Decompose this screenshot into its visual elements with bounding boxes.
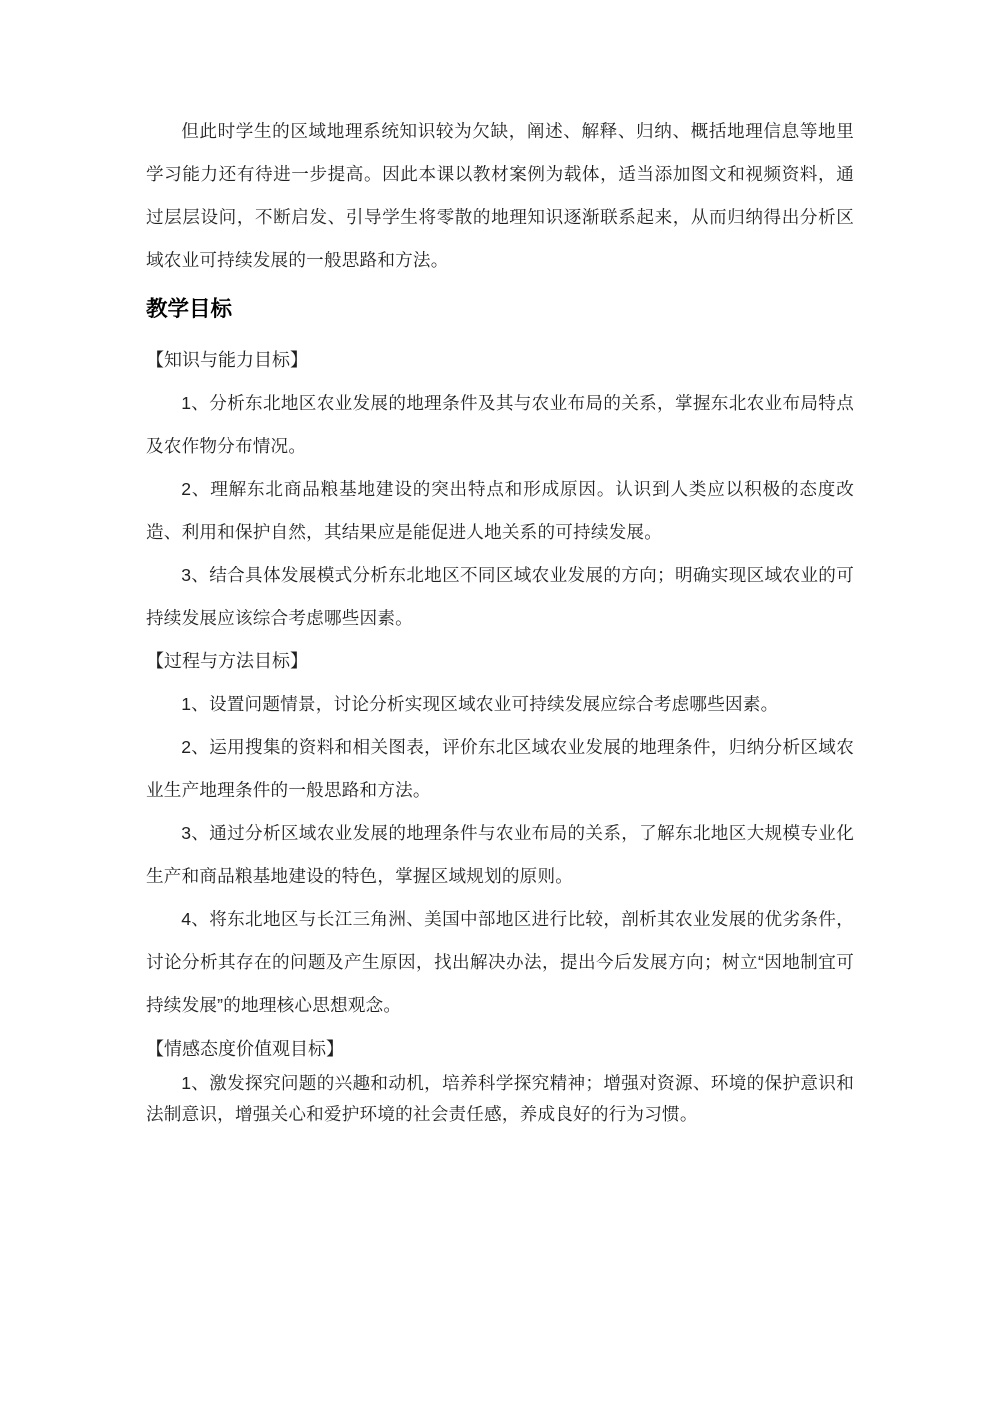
objective-item: 1、设置问题情景，讨论分析实现区域农业可持续发展应综合考虑哪些因素。	[181, 694, 779, 714]
intro-paragraph: 但此时学生的区域地理系统知识较为欠缺，阐述、解释、归纳、概括地理信息等地里学习能力还有待进一步提高。因此本课以教材案例为载体，适当添加图文和视频资料，通过层层设问，不断启发、引导学生将零散的地理知识逐渐联系起来，从而归纳得出分析区域农业可持续发展的一般思路和方法。	[146, 121, 854, 270]
objective-item: 1、分析东北地区农业发展的地理条件及其与农业布局的关系，掌握东北农业布局特点及农作物分布情况。	[146, 393, 854, 456]
heading-teaching-objectives: 教学目标	[146, 297, 233, 321]
objective-item: 1、激发探究问题的兴趣和动机，培养科学探究精神；增强对资源、环境的保护意识和法制意识，增强关心和爱护环境的社会责任感，养成良好的行为习惯。	[146, 1073, 854, 1124]
subsection-title-process-method: 【过程与方法目标】	[146, 651, 308, 671]
document-content	[146, 110, 854, 1130]
objective-item: 2、运用搜集的资料和相关图表，评价东北区域农业发展的地理条件，归纳分析区域农业生产地理条件的一般思路和方法。	[146, 737, 854, 800]
subsection-title-knowledge-ability: 【知识与能力目标】	[146, 350, 308, 370]
objective-item: 3、通过分析区域农业发展的地理条件与农业布局的关系，了解东北地区大规模专业化生产和商品粮基地建设的特色，掌握区域规划的原则。	[146, 823, 854, 886]
objective-item: 2、理解东北商品粮基地建设的突出特点和形成原因。认识到人类应以积极的态度改造、利用和保护自然，其结果应是能促进人地关系的可持续发展。	[146, 479, 854, 542]
objective-item: 4、将东北地区与长江三角洲、美国中部地区进行比较，剖析其农业发展的优劣条件，讨论分析其存在的问题及产生原因，找出解决办法，提出今后发展方向；树立“因地制宜可持续发展”的地理核心思想观念。	[146, 909, 854, 1015]
subsection-title-emotion-attitude-values: 【情感态度价值观目标】	[146, 1039, 344, 1059]
objective-item: 3、结合具体发展模式分析东北地区不同区域农业发展的方向；明确实现区域农业的可持续发展应该综合考虑哪些因素。	[146, 565, 854, 628]
